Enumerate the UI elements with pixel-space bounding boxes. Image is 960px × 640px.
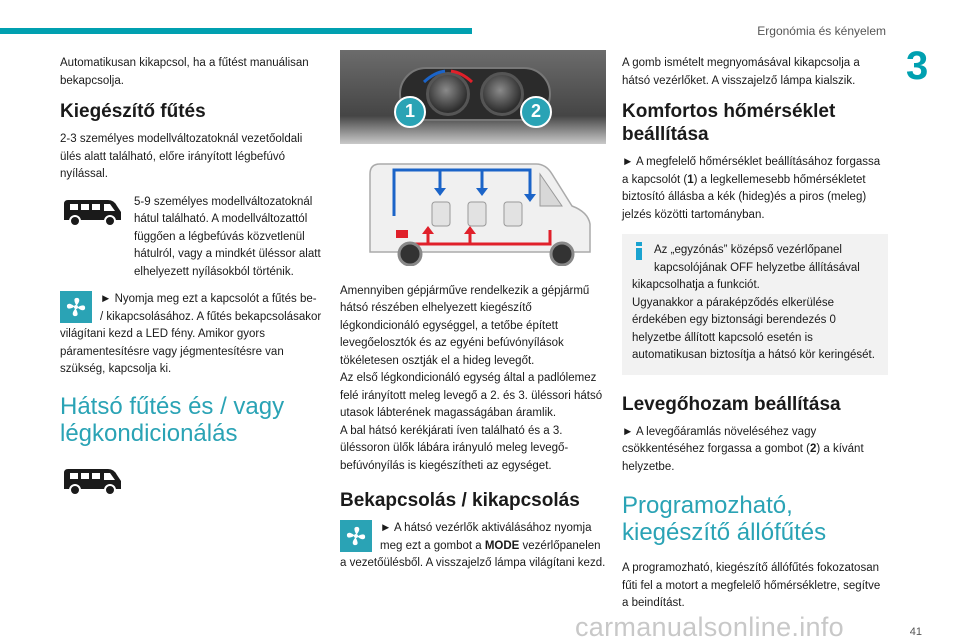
page-number: 41 (909, 626, 922, 638)
heading-kiegeszito-futes: Kiegészítő fűtés (60, 101, 206, 122)
program-paragraph: A programozható, kiegészítő állófűtés fokozatosan fűti fel a motort a megfelelő hőmérsékletre, segítve a beindítást. (622, 562, 881, 609)
info-icon (632, 242, 646, 260)
levego-text-b: ) a kívánt helyzetbe. (622, 443, 864, 473)
paragraph-rear-ac (340, 283, 606, 476)
fan-note-block (60, 291, 322, 379)
van-icon (60, 194, 124, 230)
kiegeszito-paragraph: 2-3 személyes modellváltozatoknál vezetőoldali ülés alatt található, előre irányított légbefúvó nyílással. (60, 133, 303, 180)
fan-icon (340, 520, 372, 552)
levego-ref-2: 2 (809, 443, 817, 455)
levego-paragraph (622, 424, 888, 477)
callout-badge-1: 1 (394, 96, 426, 128)
panel-background (340, 50, 606, 144)
mode-note-text-b: vezérlőpanelen a vezetőülésből. A visszajelző lámpa világítani kezd. (340, 539, 606, 569)
temperature-scale-icon (420, 66, 476, 86)
column-middle (340, 50, 606, 573)
komfort-paragraph (622, 154, 888, 224)
fan-icon (60, 291, 92, 323)
heading-programozhato: Programozható, kiegészítő állófűtés (622, 492, 827, 546)
komfort-text-a: ► A megfelelő hőmérséklet beállításához forgassa a kapcsolót ( (622, 156, 881, 186)
heading-bekapcsolas: Bekapcsolás / kikapcsolás (340, 490, 580, 511)
airflow-knob (480, 72, 524, 116)
mode-button-label: MODE (484, 539, 520, 552)
intro-paragraph: Automatikusan kikapcsol, ha a fűtést manuálisan bekapcsolja. (60, 57, 309, 87)
paragraph-rear-ac-1: Amennyiben gépjárműve rendelkezik a gépjármű hátsó részében elhelyezett kiegészítő légkondicionáló egységgel, a tetőbe épített levegőelosztók és az egyéni befúvónyílások tökéletesen osztják el a hideg levegőt. (340, 284, 590, 367)
mode-note-block (340, 520, 606, 573)
watermark: carmanualsonline.info (575, 612, 844, 640)
van-airflow-diagram (340, 144, 606, 266)
van-note-block (60, 194, 322, 282)
column-left (60, 55, 322, 499)
heading-levegohozam: Levegőhozam beállítása (622, 393, 841, 415)
rear-control-panel-photo (340, 50, 606, 144)
callout-badge-2: 2 (520, 96, 552, 128)
paragraph-rear-ac-2: Az első légkondicionáló egység által a padlólemez felé irányított meleg levegő a 2. és 3. üléssori hátsó utasok lábterének magasságában áramlik. (340, 372, 603, 419)
levego-text-a: ► A levegőáramlás növeléséhez vagy csökkentéséhez forgassa a gombot ( (622, 425, 817, 455)
intro-paragraph-right: A gomb ismételt megnyomásával kikapcsolja a hátsó vezérlőket. A visszajelző lámpa kialszik. (622, 57, 860, 87)
heading-hatso-futes: Hátsó fűtés és / vagy légkondicionálás (60, 392, 285, 447)
fan-note-text: ► Nyomja meg ezt a kapcsolót a fűtés be- / kikapcsolásához. A fűtés bekapcsolásakor világítani kezd a LED fény. Amikor gyors páramentesítésre vagy jégmentesítésre van szükség, kapcsolja ki. (60, 293, 322, 375)
van-icon-rear (60, 463, 124, 499)
info-note-text-1: Az „egyzónás” középső vezérlőpanel kapcsolójának OFF helyzetbe állításával kikapcsolhatja a funkciót. (632, 244, 860, 291)
heading-komfortos: Komfortos hőmérséklet beállítása (622, 101, 836, 145)
header-accent-bar (0, 28, 472, 34)
section-title: Ergonómia és kényelem (757, 24, 886, 38)
info-note (622, 234, 888, 375)
komfort-text-b: ) a legkellemesebb hőmérsékletet biztosító állásba a kék (hideg)és a piros (meleg) jelzés közötti tartományban. (622, 173, 867, 221)
mode-note-text-a: ► A hátsó vezérlők aktiválásához nyomja meg ezt a gombot a (380, 522, 592, 552)
info-note-text-2: Ugyanakkor a páraképződés elkerülése érdekében egy biztonsági berendezés 0 helyzetbe állított kapcsoló esetén is automatikusan biztosítja a hátsó kör keringését. (632, 296, 875, 361)
paragraph-rear-ac-3: A bal hátsó kerékjárati íven található és a 3. üléssoron ülők lábára irányuló meleg levegő-befúvónyílás is kiegészítheti az egységet. (340, 424, 569, 472)
komfort-ref-1: 1 (687, 173, 694, 186)
chapter-number: 3 (906, 44, 929, 88)
column-right (622, 55, 888, 623)
van-note-text: 5-9 személyes modellváltozatoknál hátul található. A modellváltozattól függően a légbefúvás közvetlenül hátulról, vagy a mindkét üléssor alatt elhelyezett nyílásokból történik. (134, 195, 321, 278)
